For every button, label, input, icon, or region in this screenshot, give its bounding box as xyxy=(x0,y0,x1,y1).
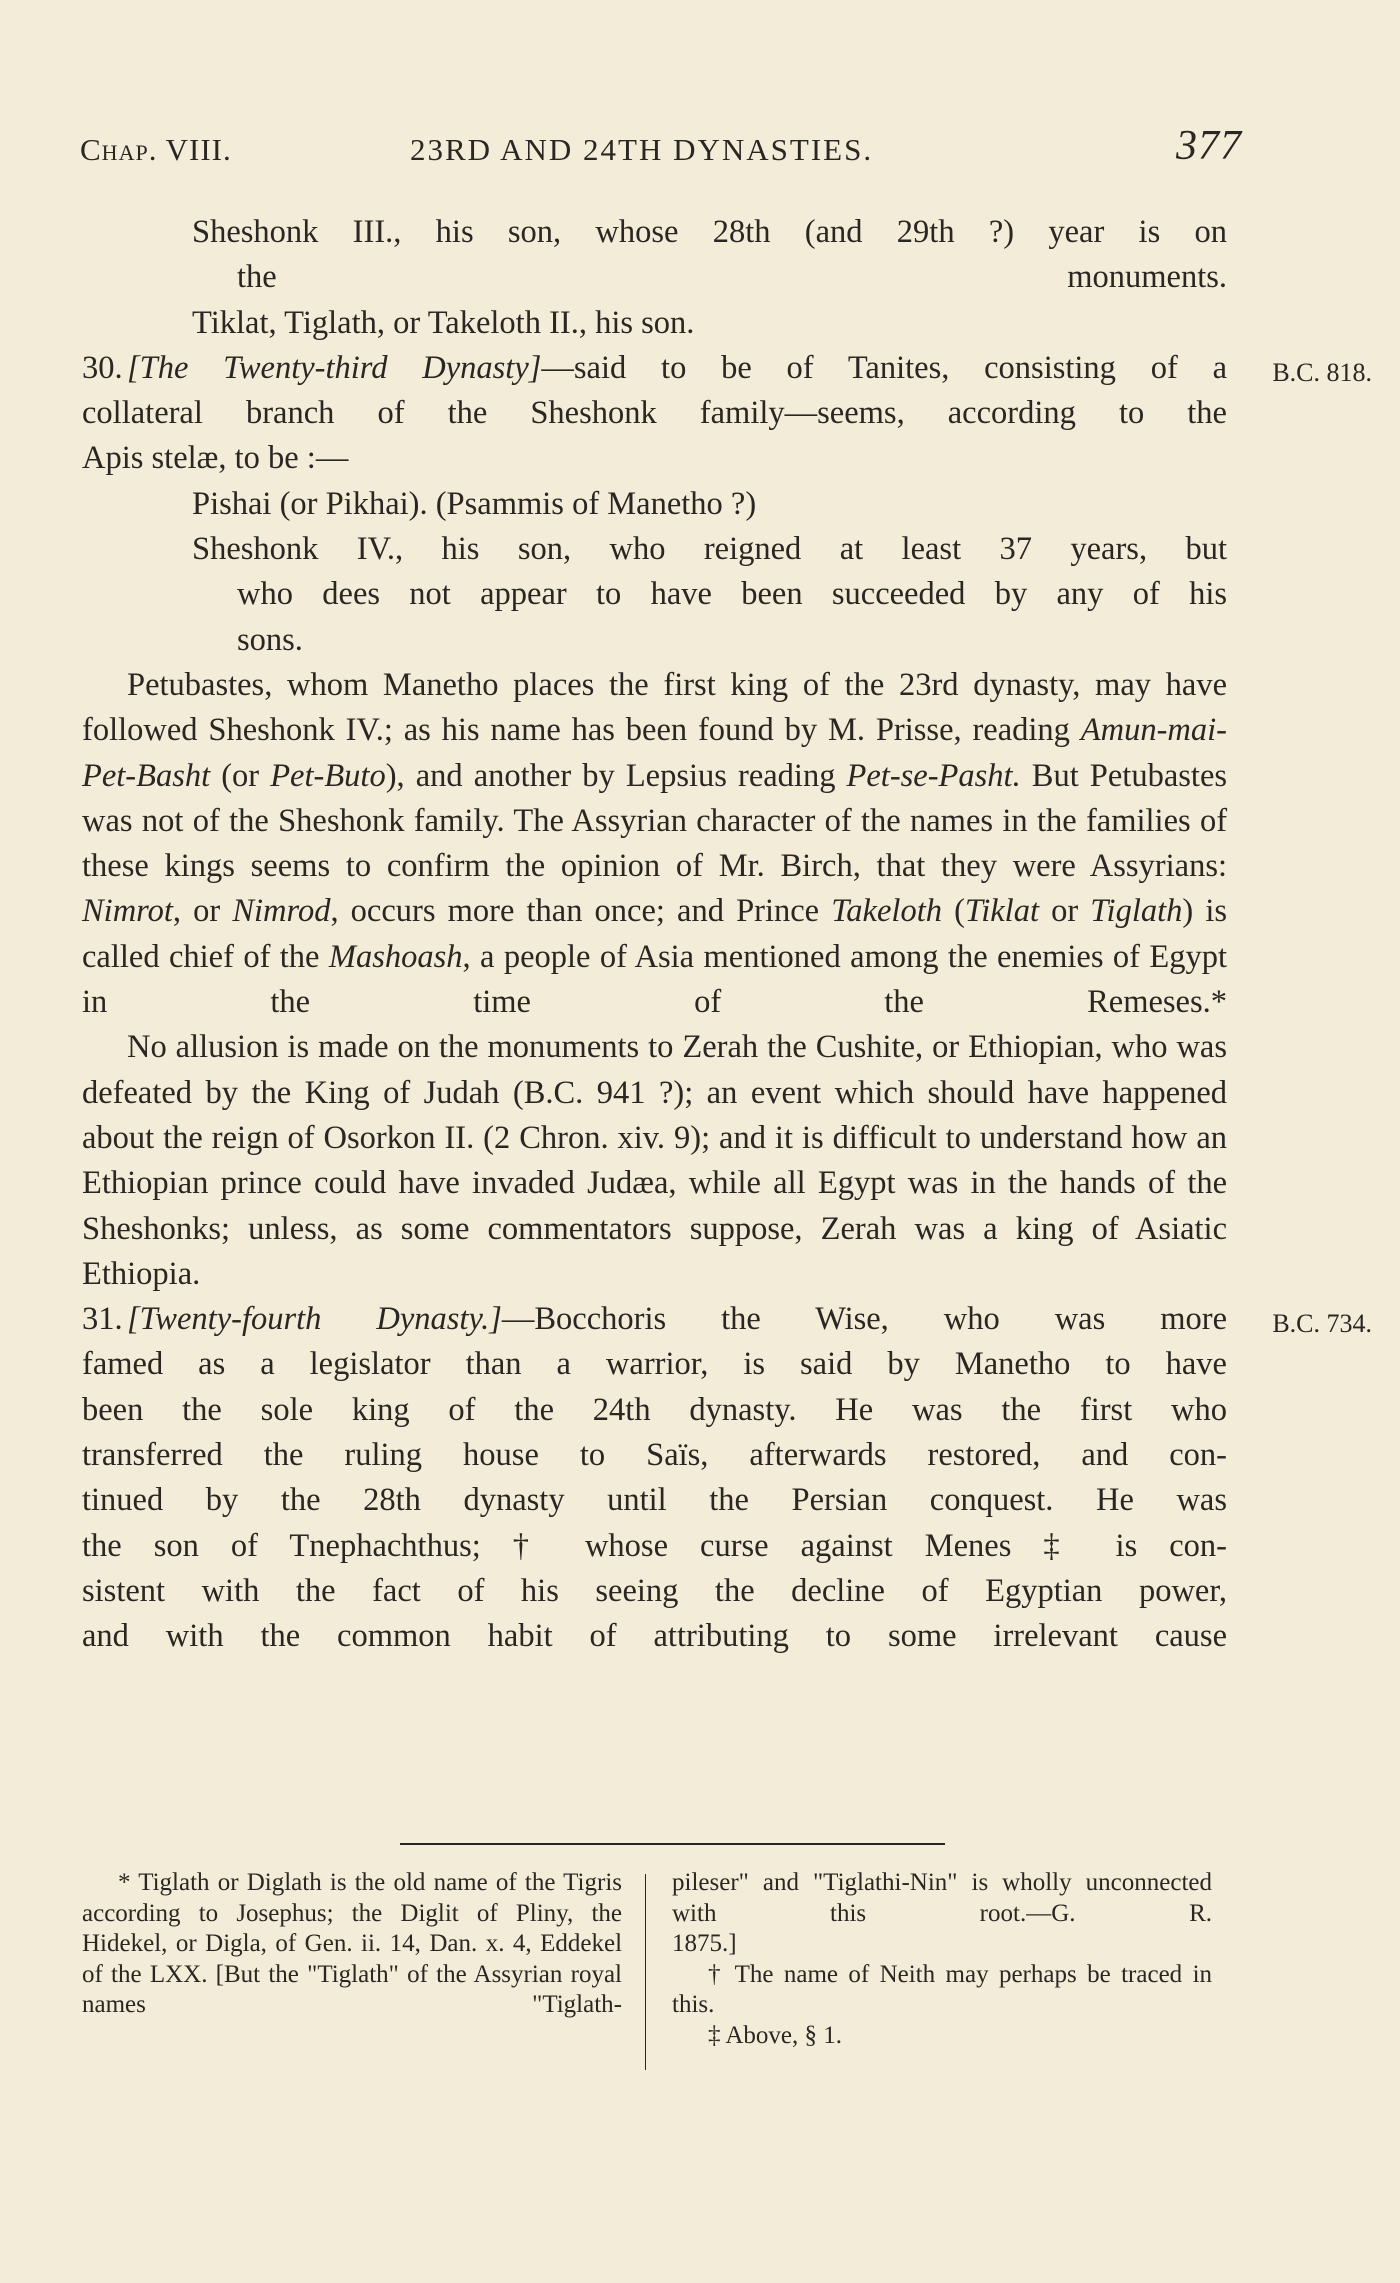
footnote-column-right xyxy=(672,1868,1212,2051)
footnote-continuation: pileser" and "Tiglathi-Nin" is wholly unconnected with this root.—G. R. xyxy=(672,1869,1212,1927)
text-line: and with the common habit of attributing to some irrelevant cause xyxy=(82,1618,1227,1655)
chapter-title: 23RD AND 24TH DYNASTIES. xyxy=(410,132,874,167)
text-line: collateral branch of the Sheshonk family—seems, according to the xyxy=(82,395,1227,432)
main-text xyxy=(82,210,1372,1660)
page-number: 377 xyxy=(1176,123,1242,169)
chapter-label: Chap. VIII. xyxy=(80,132,232,167)
section-number: 30. xyxy=(82,349,123,386)
column-divider xyxy=(645,1874,646,2070)
section-title: [The Twenty-third Dynasty] xyxy=(127,349,542,386)
paragraph-petubastes: Petubastes, whom Manetho places the first king of the 23rd dynasty, may have followed Sheshonk IV.; as his name has been found by M. Prisse, reading Amun-mai-Pet-Basht (or Pet-Buto), and another by Lepsius reading Pet-se-Pasht. But Petubastes was not of the Sheshonk family. The Assyrian character of the names in the families of these kings seems to confirm the opinion of Mr. Birch, that they were Assyrians: Nimrot, or Nimrod, occurs more than once; and Prince Takeloth (Tiklat or Tiglath) is called chief of the Mashoash, a people of Asia mentioned among the enemies of Egypt in the time of the Remeses.* xyxy=(82,666,1228,1021)
list-item-sheshonk-iii: Sheshonk III., his son, whose 28th (and 29th ?) year is on the monuments. xyxy=(192,214,1227,296)
section-title: [Twenty-fourth Dynasty.] xyxy=(127,1301,502,1338)
paragraph-zerah: No allusion is made on the monuments to Zerah the Cushite, or Ethiopian, who was defeated by the King of Judah (B.C. 941 ?); an event which should have happened about the reign of Osorkon II. (2 Chron. xiv. 9); and it is difficult to understand how an Ethiopian prince could have invaded Judæa, while all Egypt was in the hands of the Sheshonks; unless, as some commentators suppose, Zerah was a king of Asiatic Ethiopia. xyxy=(82,1029,1228,1292)
running-header xyxy=(80,122,1240,172)
list-item-pishai: Pishai (or Pikhai). (Psammis of Manetho ?) xyxy=(192,485,757,522)
section-30: 30. [The Twenty-third Dynasty]—said to be of Tanites, consisting of a B.C. 818. xyxy=(82,346,1227,391)
list-item-sheshonk-iv: Sheshonk IV., his son, who reigned at least 37 years, but who dees not appear to have been succeeded by any of his sons. xyxy=(192,531,1227,658)
text-line: Apis stelæ, to be :— xyxy=(82,440,349,477)
margin-date: B.C. 734. xyxy=(1272,1309,1372,1339)
section-31: 31. [Twenty-fourth Dynasty.]—Bocchoris the Wise, who was more B.C. 734. xyxy=(82,1297,1227,1342)
footnote-continuation-end: 1875.] xyxy=(672,1930,737,1957)
list-item-tiklat: Tiklat, Tiglath, or Takeloth II., his son. xyxy=(192,304,695,341)
text-line: sistent with the fact of his seeing the decline of Egyptian power, xyxy=(82,1572,1227,1609)
footnote-star: * Tiglath or Diglath is the old name of the Tigris according to Josephus; the Diglit of Pliny, the Hidekel, or Digla, of Gen. ii. 14, Dan. x. 4, Eddekel of the LXX. [But the "Tiglath" of the Assyrian royal names "Tiglath- xyxy=(82,1869,623,2018)
text-line: been the sole king of the 24th dynasty. He was the first who xyxy=(82,1391,1227,1428)
footnote-dagger: † The name of Neith may perhaps be traced in this. xyxy=(672,1960,1213,2018)
text-line: transferred the ruling house to Saïs, afterwards restored, and con- xyxy=(82,1437,1227,1474)
section-number: 31. xyxy=(82,1301,123,1338)
text-line: the son of Tnephachthus; † whose curse against Menes ‡ is con- xyxy=(82,1527,1227,1564)
margin-date: B.C. 818. xyxy=(1272,357,1372,387)
text-line: tinued by the 28th dynasty until the Persian conquest. He was xyxy=(82,1482,1227,1519)
text-line: famed as a legislator than a warrior, is said by Manetho to have xyxy=(82,1346,1227,1383)
footnote-double-dagger: ‡ Above, § 1. xyxy=(708,2021,843,2049)
footnote-column-left xyxy=(82,1868,622,2021)
footnotes xyxy=(82,1868,1229,2078)
footnote-rule xyxy=(400,1843,945,1845)
